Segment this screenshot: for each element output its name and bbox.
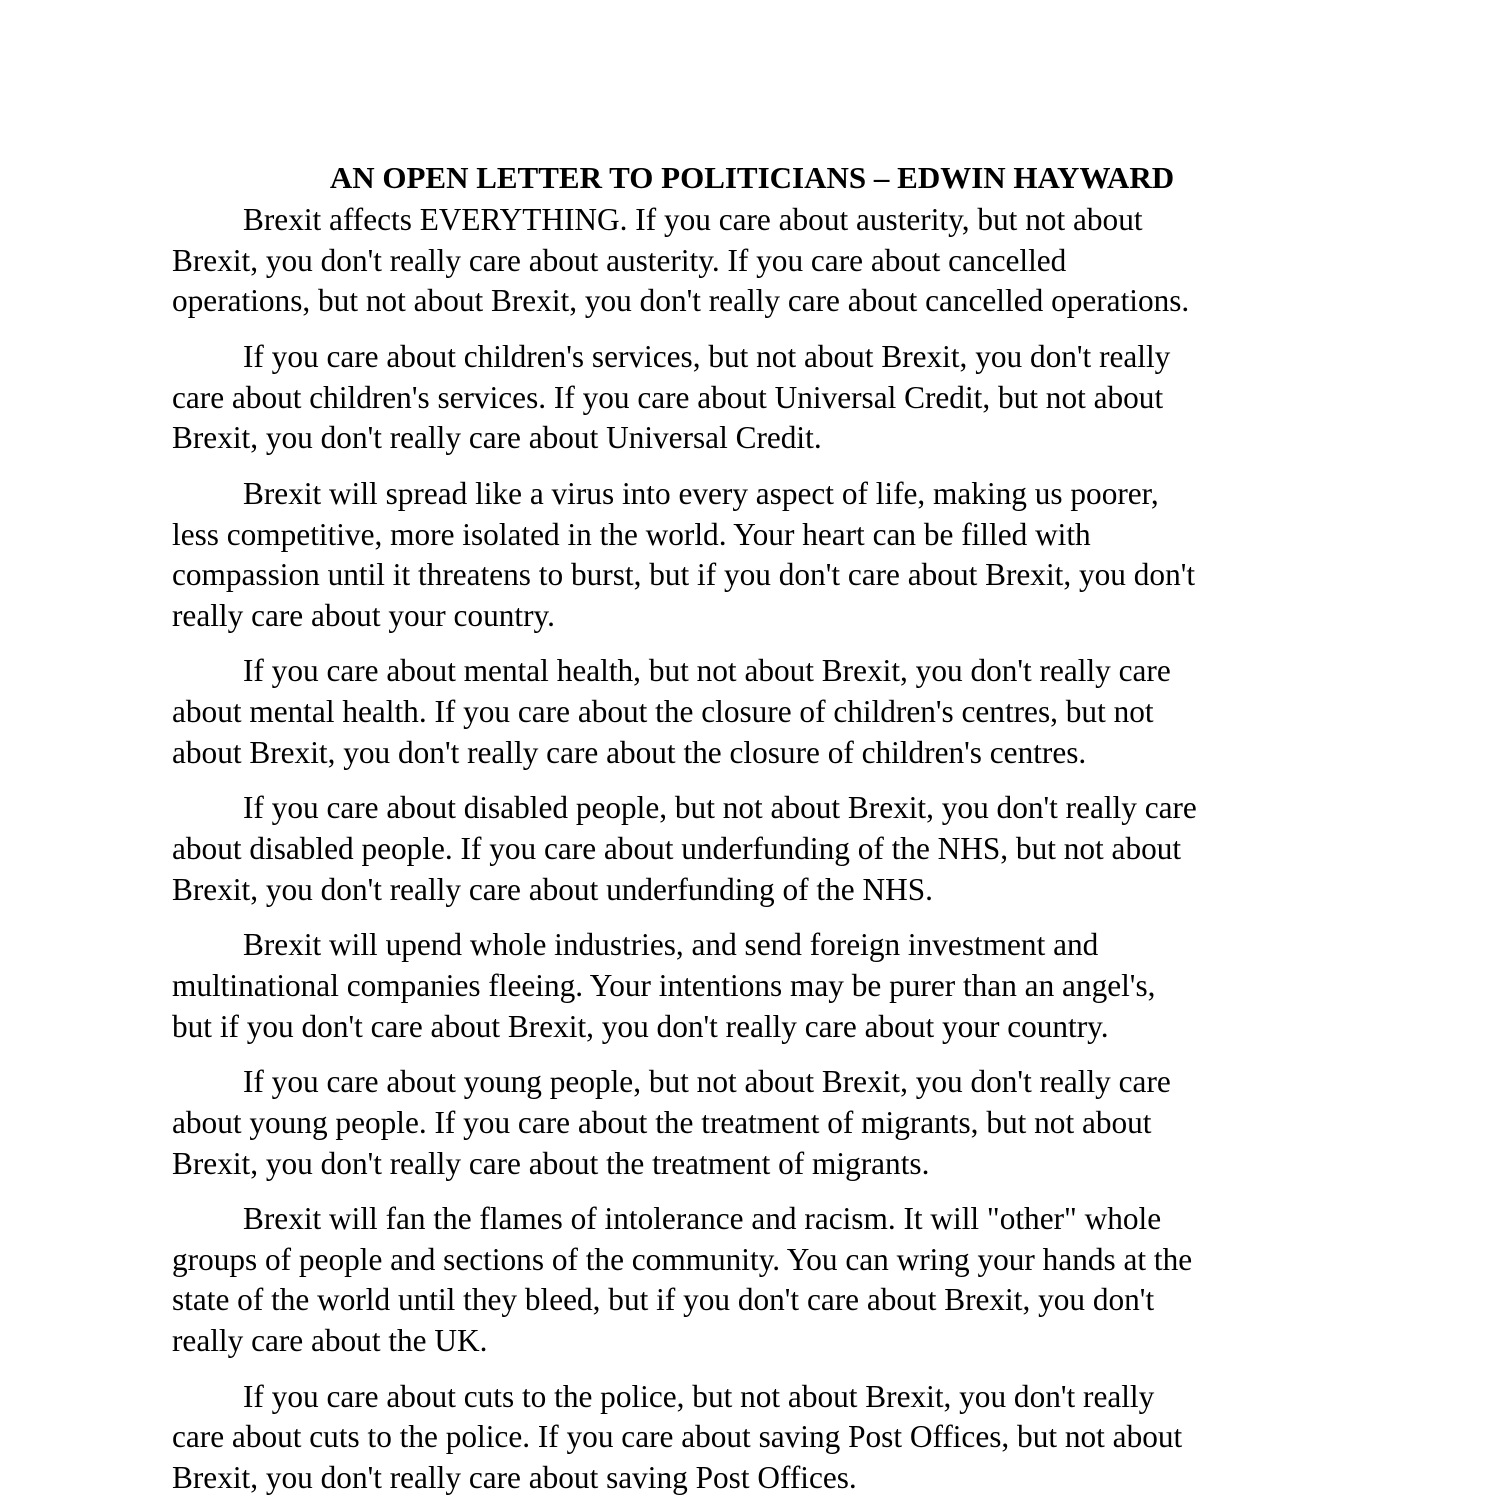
paragraph-line: Brexit, you don't really care about underfunding of the NHS. [172,871,933,907]
paragraph-line: If you care about young people, but not about Brexit, you don't really care [243,1064,1171,1100]
paragraph-line: operations, but not about Brexit, you don't really care about cancelled operations. [172,283,1190,319]
paragraph-line: If you care about disabled people, but not about Brexit, you don't really care [243,790,1197,826]
paragraph-line: state of the world until they bleed, but if you don't care about Brexit, you don't [172,1282,1155,1318]
paragraph-line: Brexit will fan the flames of intolerance and racism. It will "other" whole [243,1201,1162,1237]
paragraph-line: really care about your country. [172,597,555,633]
paragraph [172,1062,1332,1184]
paragraph-line: Brexit, you don't really care about the treatment of migrants. [172,1145,930,1181]
paragraph-line: groups of people and sections of the community. You can wring your hands at the [172,1241,1193,1277]
paragraph-line: compassion until it threatens to burst, but if you don't care about Brexit, you don't [172,557,1196,593]
paragraph [172,1377,1332,1499]
document-title: AN OPEN LETTER TO POLITICIANS – EDWIN HAYWARD [329,160,1175,195]
paragraph-line: about disabled people. If you care about underfunding of the NHS, but not about [172,831,1182,867]
paragraph-line: about Brexit, you don't really care about the closure of children's centres. [172,734,1087,770]
paragraph-line: about young people. If you care about the treatment of migrants, but not about [172,1104,1152,1140]
paragraph-line: care about children's services. If you care about Universal Credit, but not about [172,379,1164,415]
paragraph [172,651,1332,773]
paragraph-line: but if you don't care about Brexit, you don't really care about your country. [172,1008,1109,1044]
paragraph [172,337,1332,459]
letter-body [172,158,1332,1500]
paragraph-line: If you care about cuts to the police, but not about Brexit, you don't really [243,1378,1155,1414]
paragraph-line: Brexit, you don't really care about Universal Credit. [172,420,822,456]
paragraph-line: Brexit, you don't really care about austerity. If you care about cancelled [172,242,1067,278]
paragraph [172,788,1332,910]
paragraph-line: about mental health. If you care about the closure of children's centres, but not [172,694,1154,730]
paragraph [172,474,1332,637]
paragraph-line: Brexit affects EVERYTHING. If you care about austerity, but not about [243,202,1143,237]
paragraph [172,200,1332,322]
paragraph-line: multinational companies fleeing. Your intentions may be purer than an angel's, [172,967,1156,1003]
paragraph-line: really care about the UK. [172,1323,488,1359]
paragraph-line: If you care about mental health, but not about Brexit, you don't really care [243,653,1171,689]
paragraph-line: Brexit will spread like a virus into every aspect of life, making us poorer, [243,475,1159,511]
paragraph-line: If you care about children's services, but not about Brexit, you don't really [243,338,1171,374]
paragraph-line: less competitive, more isolated in the world. Your heart can be filled with [172,516,1091,552]
paragraph-line: care about cuts to the police. If you care about saving Post Offices, but not about [172,1419,1183,1455]
paragraph-line: Brexit will upend whole industries, and send foreign investment and [243,927,1099,963]
paragraph [172,925,1332,1047]
paragraph [172,1199,1332,1362]
paragraph-line: Brexit, you don't really care about saving Post Offices. [172,1460,857,1496]
